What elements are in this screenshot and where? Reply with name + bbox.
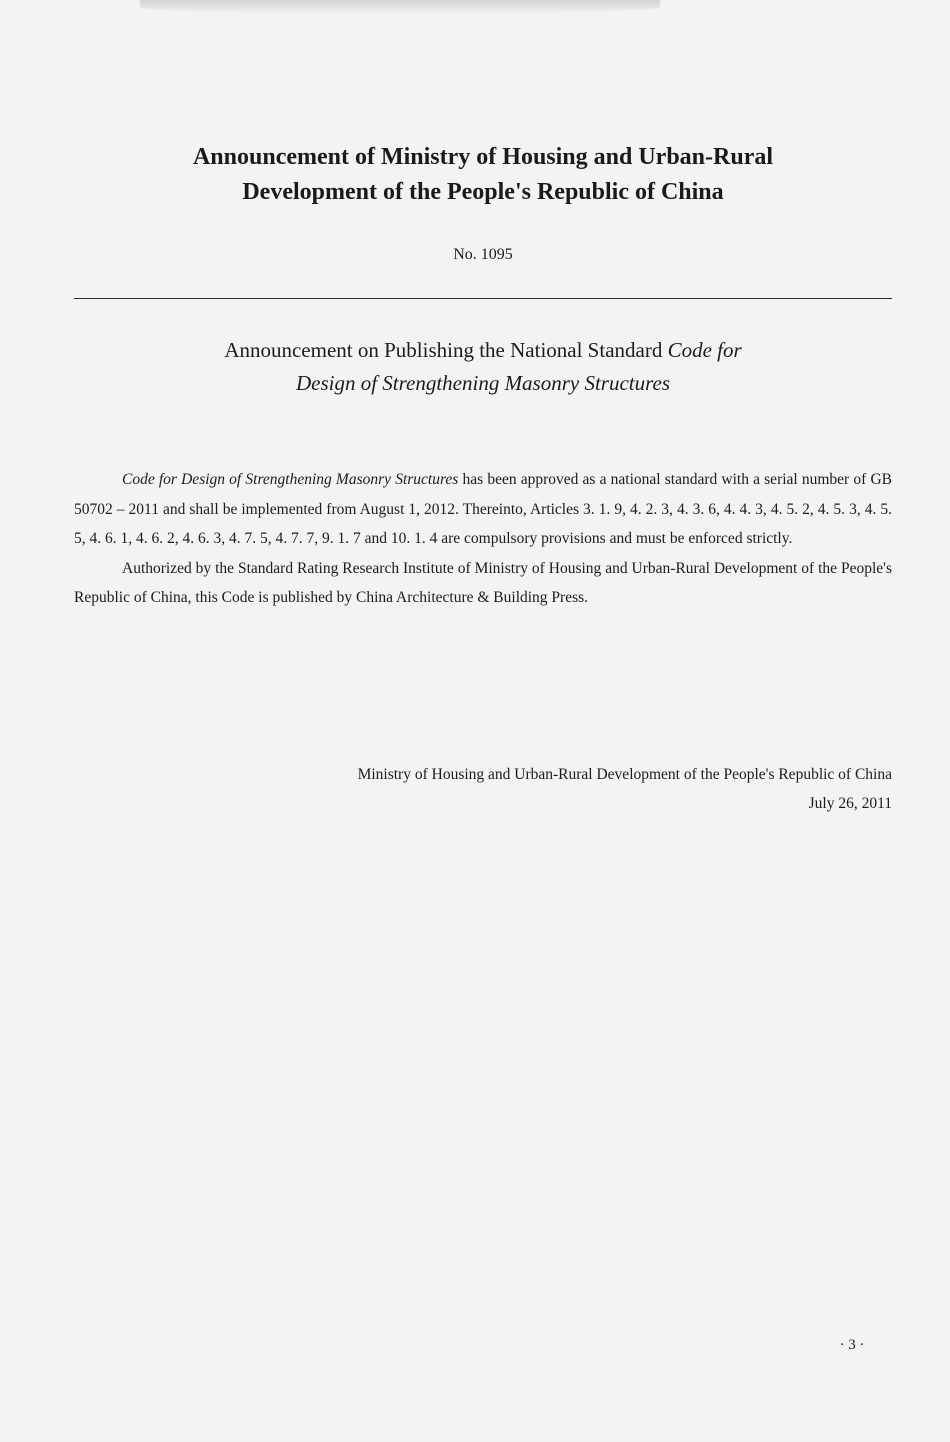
announcement-number: No. 1095 [453,246,513,263]
signature-org: Ministry of Housing and Urban-Rural Development of the People's Republic of China [357,766,892,783]
signature-block [358,760,892,818]
subtitle-italic-1: Code for [667,338,742,362]
body-paragraph-1-text: has been approved as a national standard with a serial number of GB 50702 – 2011 and shall be implemented from August 1, 2012. Thereinto, Articles 3. 1. 9, 4. 2. 3, 4. 3. 6, 4. 4. 3, 4. 5. 2, 4. 5. 3, 4. 5. 5, 4. 6. 1, 4. 6. 2, 4. 6. 3, 4. 7. 5, 4. 7. 7, 9. 1. 7 and 10. 1. 4 are compulsory provisions and must be enforced strictly. [74,471,892,547]
code-name: Code for Design of Strengthening Masonry Structures [122,471,459,488]
announcement-subtitle [0,334,950,400]
signature-date: July 26, 2011 [808,795,892,812]
subtitle-prefix: Announcement on Publishing the National Standard [224,338,668,362]
divider [74,298,892,299]
subtitle-italic-2: Design of Strengthening Masonry Structures [295,371,671,395]
announcement-body [74,465,892,613]
page-title [0,140,950,210]
body-paragraph-2: Authorized by the Standard Rating Research Institute of Ministry of Housing and Urban-Rural Development of the People's Republic of China, this Code is published by China Architecture & Building Press. [74,559,892,606]
title-line-1: Announcement of Ministry of Housing and Urban-Rural [192,144,774,170]
body-paragraph-1 [74,465,892,554]
page-number: · 3 · [839,1337,865,1353]
subtitle-line-1 [0,334,950,367]
scan-shadow [140,0,660,14]
title-line-2: Development of the People's Republic of China [242,179,724,205]
subtitle-line-2 [0,367,950,400]
